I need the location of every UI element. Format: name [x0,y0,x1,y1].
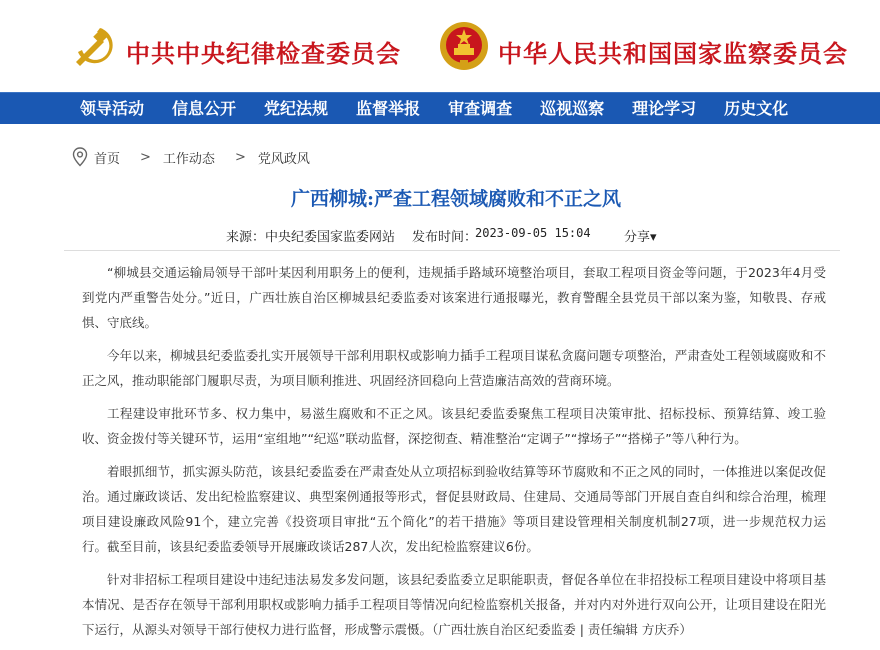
site-header [0,0,880,92]
publish-time-label: 发布时间： [412,230,478,245]
article-paragraph: 针对非招标工程项目建设中违纪违法易发多发问题，该县纪委监委立足职能职责，督促各单位在非招投标工程项目建设中将项目基本情况、是否存在领导干部利用职权或影响力插手工程项目等情况向纪检监察机关报备，并对内对外进行双向公开，让项目建设在阳光下运行，从源头对领导干部行使权力进行监督，形成警示震慑。（广西壮族自治区纪委监委 | 责任编辑 方庆乔） [82,572,826,637]
article-title: 广西柳城:严查工程领域腐败和不正之风 [290,188,621,210]
party-emblem-icon [70,22,118,70]
national-emblem-icon [438,20,490,72]
org-name-nsc: 中华人民共和国国家监察委员会 [498,39,848,68]
nav-item-regulations[interactable]: 党纪法规 [264,99,329,118]
nav-item-report[interactable]: 监督举报 [356,99,421,118]
nav-item-leadership[interactable]: 领导活动 [80,99,145,118]
nav-item-investigation[interactable]: 审查调查 [448,99,513,118]
main-nav [0,92,880,124]
org-name-ccdi: 中共中央纪律检查委员会 [126,39,401,68]
article-source: 来源：中央纪委国家监委网站 [226,230,396,245]
breadcrumb-work-news[interactable]: 工作动态 [162,151,215,167]
nav-item-theory[interactable]: 理论学习 [632,99,697,118]
breadcrumb-separator: > [140,149,151,165]
breadcrumb-separator: > [234,149,246,165]
publish-time: 2023-09-05 15:04 [475,226,591,240]
nav-item-inspection[interactable]: 巡视巡察 [540,99,605,118]
nav-item-history[interactable]: 历史文化 [724,99,789,118]
article-paragraph: 着眼抓细节，抓实源头防范，该县纪委监委在严肃查处从立项招标到验收结算等环节腐败和不正之风的同时，一体推进以案促改促治。通过廉政谈话、发出纪检监察建议、典型案例通报等形式，督促县财政局、住建局、交通局等部门开展自查自纠和综合治理，梳理项目建设廉政风险91个，建立完善《投资项目审批“五个简化”的若干措施》等项目建设管理相关制度机制27项，进一步规范权力运行。截至目前，该县纪委监委领导开展廉政谈话287人次，发出纪检监察建议6份。 [82,464,826,554]
location-pin-icon [72,147,88,167]
article-paragraph: “柳城县交通运输局领导干部叶某因利用职务上的便利，违规插手路域环境整治项目，套取工程项目资金等问题，于2023年4月受到党内严重警告处分。”近日，广西壮族自治区柳城县纪委监委对该案进行通报曝光，教育警醒全县党员干部以案为鉴，知敬畏、存戒惧、守底线。 [82,265,826,330]
main-content [64,124,848,637]
share-button[interactable]: 分享▾ [624,230,657,245]
nav-item-info-disclosure[interactable]: 信息公开 [172,99,237,118]
meta-divider [64,250,840,251]
breadcrumb-home[interactable]: 首页 [94,151,121,167]
article-meta [64,226,848,246]
article-body [82,260,826,650]
breadcrumb-party-style[interactable]: 党风政风 [257,151,310,167]
article-paragraph: 工程建设审批环节多、权力集中，易滋生腐败和不正之风。该县纪委监委聚焦工程项目决策审批、招标投标、预算结算、竣工验收、资金拨付等关键环节，运用“室组地”“纪巡”联动监督，深挖彻查、精准整治“定调子”“撑场子”“搭梯子”等八种行为。 [82,406,826,446]
article-paragraph: 今年以来，柳城县纪委监委扎实开展领导干部利用职权或影响力插手工程项目谋私贪腐问题专项整治，严肃查处工程领域腐败和不正之风，推动职能部门履职尽责，为项目顺利推进、巩固经济回稳向上营造廉洁高效的营商环境。 [82,348,826,388]
breadcrumb [72,146,310,168]
